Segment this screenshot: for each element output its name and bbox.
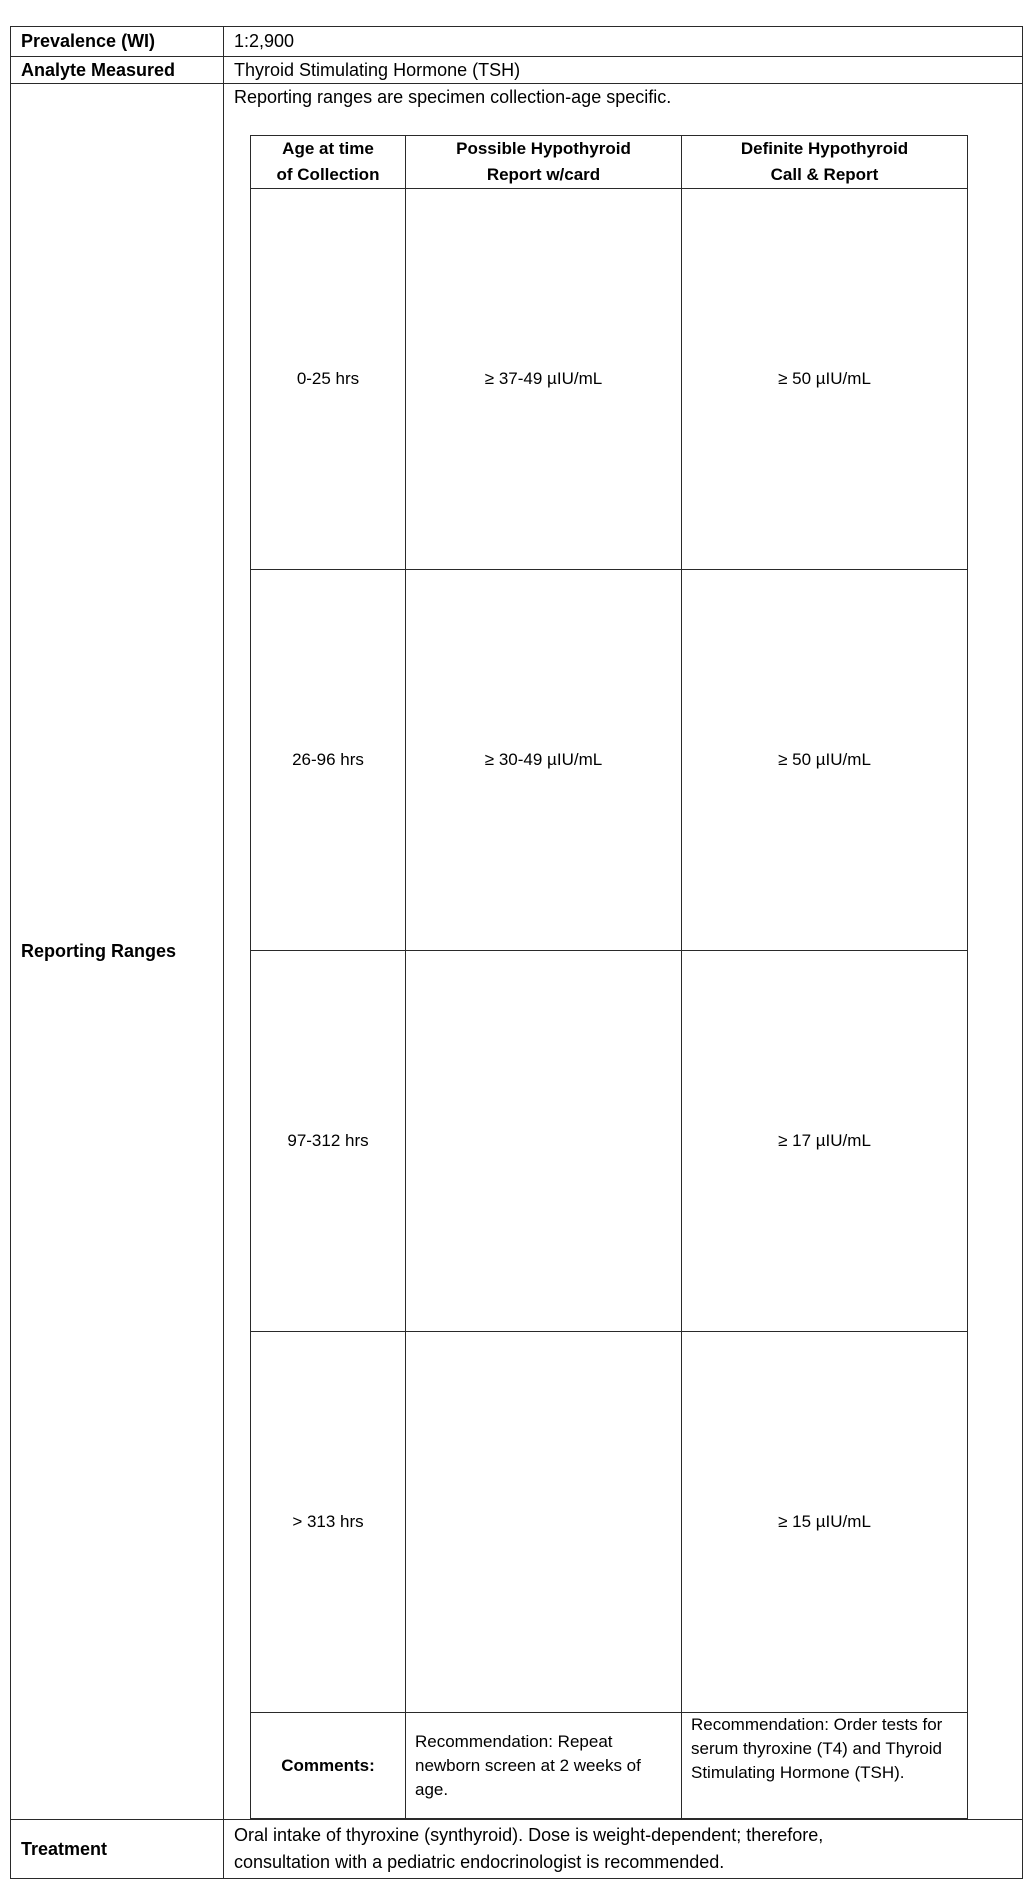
- header-possible-line2: Report w/card: [486, 165, 601, 184]
- age-cell: > 313 hrs: [251, 1332, 406, 1713]
- header-possible-line1: Possible Hypothyroid: [456, 139, 631, 158]
- comments-label: Comments:: [251, 1713, 406, 1819]
- comments-definite: Recommendation: Order tests for serum thyroxine (T4) and Thyroid Stimulating Hormone (TSH).: [682, 1713, 968, 1819]
- treatment-line-1: Oral intake of thyroxine (synthyroid). Dose is weight-dependent; therefore,: [234, 1825, 824, 1845]
- possible-cell: [406, 951, 682, 1332]
- newborn-screening-info-table: [10, 26, 1023, 1879]
- reporting-ranges-table: [250, 135, 968, 1819]
- header-definite: [682, 136, 968, 189]
- table-row: [251, 951, 968, 1332]
- definite-cell: ≥ 50 µIU/mL: [682, 570, 968, 951]
- treatment-row: [11, 1820, 1023, 1879]
- reporting-ranges-label: Reporting Ranges: [11, 84, 224, 1820]
- possible-cell: ≥ 30-49 µIU/mL: [406, 570, 682, 951]
- header-age-line2: of Collection: [276, 165, 380, 184]
- prevalence-value: 1:2,900: [224, 27, 1023, 57]
- table-row: [251, 570, 968, 951]
- prevalence-row: [11, 27, 1023, 57]
- treatment-line-2: consultation with a pediatric endocrinologist is recommended.: [234, 1852, 725, 1872]
- analyte-value: Thyroid Stimulating Hormone (TSH): [224, 57, 1023, 84]
- definite-cell: ≥ 17 µIU/mL: [682, 951, 968, 1332]
- possible-cell: ≥ 37-49 µIU/mL: [406, 189, 682, 570]
- treatment-label: Treatment: [11, 1820, 224, 1879]
- header-definite-line2: Call & Report: [770, 165, 879, 184]
- age-cell: 26-96 hrs: [251, 570, 406, 951]
- possible-cell: [406, 1332, 682, 1713]
- header-definite-line1: Definite Hypothyroid: [740, 139, 909, 158]
- ranges-header-row: [251, 136, 968, 189]
- prevalence-label: Prevalence (WI): [11, 27, 224, 57]
- header-age-line1: Age at time: [282, 139, 374, 158]
- table-row: [251, 1332, 968, 1713]
- comments-row: [251, 1713, 968, 1819]
- treatment-value: [224, 1820, 1023, 1879]
- analyte-row: [11, 57, 1023, 84]
- age-cell: 97-312 hrs: [251, 951, 406, 1332]
- header-age: [251, 136, 406, 189]
- age-cell: 0-25 hrs: [251, 189, 406, 570]
- definite-cell: ≥ 15 µIU/mL: [682, 1332, 968, 1713]
- comments-possible: Recommendation: Repeat newborn screen at 2 weeks of age.: [406, 1713, 682, 1819]
- reporting-ranges-intro: Reporting ranges are specimen collection-age specific.: [234, 87, 672, 107]
- analyte-label: Analyte Measured: [11, 57, 224, 84]
- table-row: [251, 189, 968, 570]
- definite-cell: ≥ 50 µIU/mL: [682, 189, 968, 570]
- reporting-ranges-content: [224, 84, 1023, 1820]
- reporting-ranges-row: [11, 84, 1023, 1820]
- header-possible: [406, 136, 682, 189]
